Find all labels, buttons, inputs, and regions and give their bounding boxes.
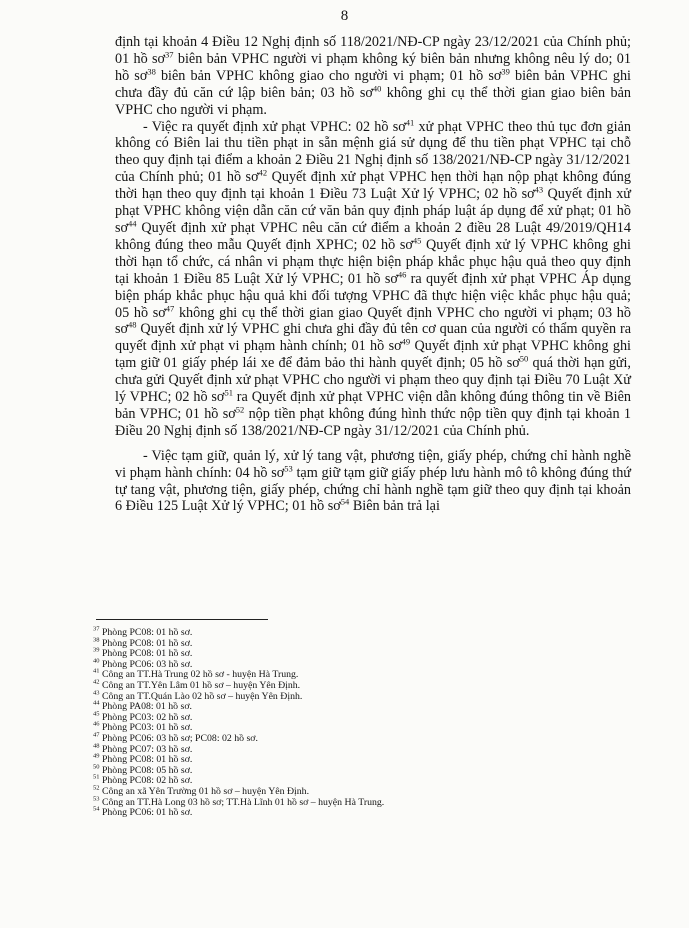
footnote-number: 43 — [93, 689, 100, 697]
paragraph-text: Quyết định xử phạt VPHC hẹn thời hạn nộp phạt không đúng thời hạn theo quy định tại khoản 1 Điều 73 Luật Xử lý VPHC; 02 hồ sơ — [115, 169, 631, 203]
footnote-text: Phòng PC07: 03 hồ sơ. — [99, 743, 193, 755]
footnote-number: 53 — [93, 795, 100, 803]
footnote-reference: 41 — [405, 116, 415, 127]
footnote-text: Phòng PC06: 03 hồ sơ; PC08: 02 hồ sơ. — [99, 732, 258, 744]
paragraph-text: ra Quyết định xử phạt VPHC viện dẫn không đúng thông tin về Biên bản VPHC; 01 hồ sơ — [115, 389, 632, 422]
footnote-number: 46 — [93, 721, 100, 729]
footnote-text: Công an xã Yên Trường 01 hồ sơ – huyện Yên Định. — [99, 785, 310, 797]
paragraph-text: không ghi cụ thể thời gian giao Quyết định VPHC cho người vi phạm; 03 hồ sơ — [115, 304, 631, 338]
footnote-text: Phòng PC08: 01 hồ sơ. — [99, 754, 193, 766]
footnote-number: 42 — [93, 678, 100, 686]
footnote-text: Công an TT.Yên Lâm 01 hồ sơ – huyện Yên Định. — [99, 679, 301, 691]
footnote-reference: 38 — [147, 66, 156, 77]
footnote-reference: 52 — [235, 404, 245, 415]
paragraph-text: Quyết định xử lý VPHC ghi chưa ghi đầy đủ tên cơ quan của người có thẩm quyền ra quyết định xử phạt vi phạm hành chính; 01 hồ sơ — [115, 321, 631, 355]
footnote-reference: 44 — [128, 218, 137, 229]
footnote-number: 49 — [93, 752, 100, 760]
paragraph-text: không ghi cụ thể thời gian giao biên bản VPHC cho người vi phạm. — [115, 84, 631, 118]
footnote-number: 47 — [93, 731, 100, 739]
footnote-reference: 48 — [128, 319, 137, 330]
footnote-text: Công an TT.Quán Lào 02 hồ sơ – huyện Yên Định. — [99, 690, 303, 702]
footnote-reference: 47 — [165, 302, 175, 313]
paragraph-text: biên bản VPHC ghi chưa đầy đủ căn cứ lập biên bản; 03 hồ sơ — [115, 67, 631, 101]
footnote-number: 45 — [93, 710, 100, 718]
footnote-reference: 37 — [165, 49, 174, 60]
footnotes — [93, 625, 633, 819]
footnote-text: Phòng PA08: 01 hồ sơ. — [99, 701, 192, 713]
paragraph-text: nộp tiền phạt không đúng hình thức nộp tiền quy định tại khoản 1 Điều 20 Nghị định số 138/2021/NĐ-CP ngày 31/12/2021 của Chính phủ. — [115, 405, 631, 439]
footnote-text: Phòng PC03: 02 hồ sơ. — [99, 711, 193, 723]
paragraph-text: quá thời hạn gửi, chưa gửi Quyết định xử phạt VPHC cho người vi phạm theo quy định tại Điều 70 Luật Xử lý VPHC; 02 hồ sơ — [115, 355, 631, 406]
paragraph-text: biên bản VPHC không giao cho người vi phạm; 01 hồ sơ — [155, 67, 502, 84]
footnote-reference: 51 — [224, 387, 233, 398]
footnote-item — [93, 805, 633, 819]
footnote-number: 37 — [93, 625, 100, 633]
paragraph-text: Quyết định xử phạt VPHC không viện dẫn căn cứ văn bản quy định pháp luật áp dụng để xử phạt; 01 hồ sơ — [115, 186, 631, 236]
footnote-number: 39 — [93, 646, 100, 654]
paragraph-text: Quyết định xử phạt VPHC không ghi tạm giữ 01 giấy phép lái xe để đảm bảo thi hành quyết định; 05 hồ sơ — [115, 338, 631, 372]
footnote-reference: 45 — [412, 235, 422, 246]
footnote-number: 44 — [93, 699, 100, 707]
footnote-reference: 46 — [397, 268, 407, 279]
footnote-reference: 43 — [534, 184, 544, 195]
body-paragraph — [115, 34, 631, 119]
footnote-number: 51 — [93, 774, 100, 782]
footnote-reference: 42 — [258, 167, 268, 178]
paragraph-text: Quyết định xử lý VPHC không ghi thời hạn tổ chức, cá nhân vi phạm thực hiện biện pháp khắc phục hậu quả theo quy định tại khoản 1 Điều 85 Luật Xử lý VPHC; 01 hồ sơ — [115, 236, 631, 287]
footnote-text: Phòng PC08: 01 hồ sơ. — [99, 637, 193, 649]
footnote-number: 50 — [93, 763, 100, 771]
footnote-number: 41 — [93, 668, 100, 676]
paragraph-text: - Việc ra quyết định xử phạt VPHC: 02 hồ sơ — [143, 118, 406, 135]
paragraph-text: biên bản VPHC người vi phạm không ký biên bản nhưng không nêu lý do; 01 hồ sơ — [115, 50, 631, 84]
footnote-number: 54 — [93, 805, 100, 813]
footnote-number: 38 — [93, 636, 100, 644]
paragraph-text: Quyết định xử phạt VPHC nêu căn cứ điểm a khoản 2 điều 28 Luật 49/2019/QH14 không đúng theo mẫu Quyết định XPHC; 02 hồ sơ — [115, 219, 631, 253]
footnote-text: Công an TT.Hà Trung 02 hồ sơ - huyện Hà Trung. — [99, 669, 299, 681]
page-number: 8 — [340, 8, 349, 24]
footnote-text: Phòng PC03: 01 hồ sơ. — [99, 722, 193, 734]
footnote-text: Phòng PC08: 01 hồ sơ. — [99, 627, 193, 638]
paragraph-text: Biên bản trả lại — [349, 498, 440, 515]
footnote-reference: 39 — [501, 66, 510, 77]
paragraph-text: tạm giữ tạm giữ giấy phép lưu hành mô tô không đúng thứ tự tang vật, phương tiện, giấy phép, chứng chỉ hành nghề tạm giữ theo quy định tại khoản 6 Điều 125 Luật Xử lý VPHC; 01 hồ sơ — [115, 464, 631, 515]
footnote-text: Phòng PC06: 03 hồ sơ. — [99, 658, 193, 670]
body-paragraph — [115, 116, 632, 440]
footnote-reference: 53 — [284, 462, 293, 473]
footnote-reference: 54 — [340, 496, 350, 507]
footnote-reference: 49 — [401, 336, 411, 347]
paragraph-text: ra quyết định xử phạt VPHC Áp dụng biện pháp khắc phục hậu quả khi đối tượng VPHC đã thực hiện việc khắc phục hậu quả; 05 hồ sơ — [115, 270, 631, 321]
footnote-text: Phòng PC08: 02 hồ sơ. — [99, 775, 193, 787]
footnote-reference: 40 — [372, 82, 382, 93]
footnote-number: 52 — [93, 784, 100, 792]
body-paragraph — [115, 448, 631, 516]
footnote-text: Phòng PC06: 01 hồ sơ. — [99, 807, 193, 819]
footnote-separator — [96, 619, 268, 620]
footnote-text: Phòng PC08: 05 hồ sơ. — [99, 764, 193, 776]
footnote-number: 40 — [93, 657, 100, 665]
body-text — [115, 34, 631, 515]
footnote-text: Phòng PC08: 01 hồ sơ. — [99, 648, 193, 660]
footnote-text: Công an TT.Hà Long 03 hồ sơ; TT.Hà Lĩnh 01 hồ sơ – huyện Hà Trung. — [99, 796, 385, 808]
footnote-reference: 50 — [519, 353, 529, 364]
footnote-number: 48 — [93, 742, 100, 750]
paragraph-text: xử phạt VPHC theo thủ tục đơn giản không có Biên lai thu tiền phạt in sẵn mệnh giá sử dụng để thu tiền phạt VPHC tại chỗ theo quy định tại điểm a khoản 2 Điều 21 Nghị định số 138/2021/NĐ-CP ngày 31/12/2021 của Chính phủ; 01 hồ sơ — [115, 118, 631, 186]
paragraph-text: - Việc tạm giữ, quản lý, xử lý tang vật, phương tiện, giấy phép, chứng chỉ hành nghề vi phạm hành chính: 04 hồ sơ — [115, 447, 631, 481]
paragraph-text: định tại khoản 4 Điều 12 Nghị định số 118/2021/NĐ-CP ngày 23/12/2021 của Chính phủ; 01 hồ sơ — [115, 34, 631, 67]
